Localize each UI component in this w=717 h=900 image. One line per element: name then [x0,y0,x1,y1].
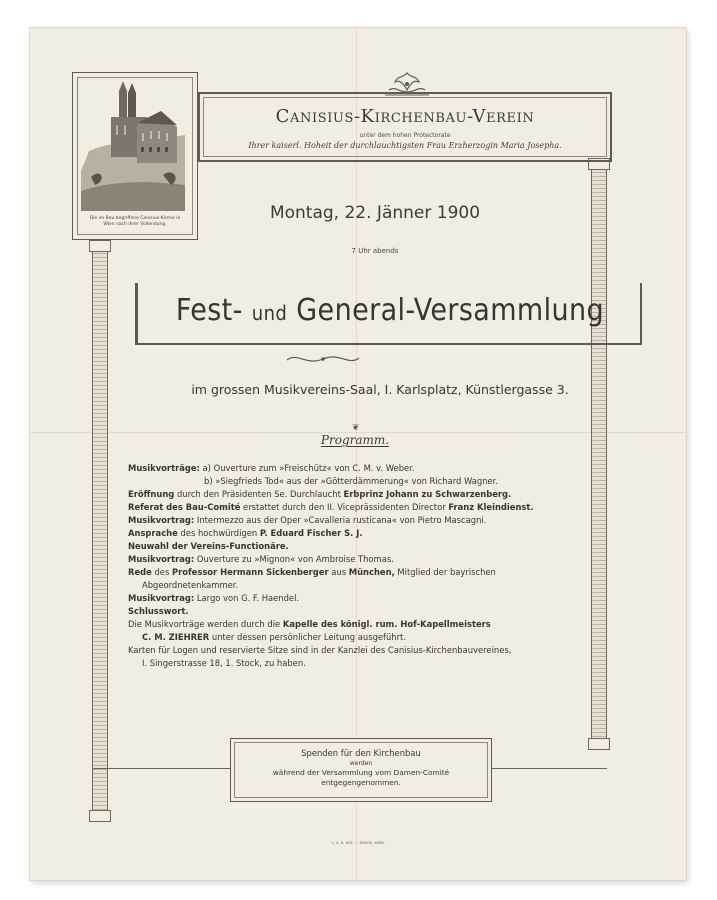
program-item: Musikvortrag: Intermezzo aus der Oper »Cavalleria rusticana« von Pietro Mascagni. [128,515,487,525]
program-item: Eröffnung durch den Präsidenten Se. Durchlaucht Erbprinz Johann zu Schwarzenberg. [128,489,512,499]
program-ornament-icon: ❦ [352,423,360,433]
left-border-cap-top [89,240,111,252]
flourish-ornament-icon [283,350,363,368]
program-item: Abgeordnetenkammer. [142,580,239,590]
program-item: I. Singerstrasse 18, 1. Stock, zu haben. [142,658,306,668]
event-time: 7 Uhr abends [351,247,399,255]
program-item: Musikvortrag: Largo von G. F. Haendel. [128,593,300,603]
program-item: Rede des Professor Hermann Sickenberger aus München, Mitglied der bayrischen [128,567,496,577]
program-item: Ansprache des hochwürdigen P. Eduard Fischer S. J. [128,528,363,538]
printer-imprint: L. K. K. HOF- ... DRUCK, WIEN. [332,841,385,845]
program-item: Karten für Logen und reservierte Sitze sind in der Kanzlei des Canisius-Kirchenbauvereines, [128,645,512,655]
program-item: Die Musikvorträge werden durch die Kapelle des königl. rum. Hof-Kapellmeisters [128,619,491,629]
donation-text: Spenden für den Kirchenbau werden während der Versammlung vom Damen-Comité entgegengenommen. [272,748,450,787]
venue-line: im grossen Musikvereins-Saal, I. Karlsplatz, Künstlergasse 3. [191,382,569,397]
program-item: C. M. ZIEHRER unter dessen persönlicher Leitung ausgeführt. [142,632,406,642]
protectorate-line: unter dem hohen Protectorate [359,132,451,139]
right-border-cap-bottom [588,738,610,750]
left-border-cap-bottom [89,810,111,822]
program-item: Referat des Bau-Comité erstattet durch den II. Viceprässidenten Director Franz Kleindienst. [128,502,534,512]
left-ornamental-border [92,245,108,813]
program-item: Musikvortrag: Ouverture zu »Mignon« von Ambroise Thomas. [128,554,394,564]
event-heading: Fest- und General-Versammlung [175,293,605,328]
program-item: Musikvorträge: a) Ouverture zum »Freischütz« von C. M. v. Weber. [128,463,415,473]
title-frame [198,92,612,162]
program-item: b) »Siegfrieds Tod« aus der »Götterdämmerung« von Richard Wagner. [204,476,498,486]
patroness-line: Ihrer kaiserl. Hoheit der durchlauchtigsten Frau Erzherzogin Maria Josepha. [248,141,562,150]
society-title: Canisius-Kirchenbau-Verein [275,106,535,127]
program-item: Schlusswort. [128,606,189,616]
donation-box [230,738,492,802]
event-date: Montag, 22. Jänner 1900 [269,203,481,223]
picture-caption: Die im Bau begriffene Canisius-Kirche in Wien nach ihrer Vollendung. [89,216,181,227]
program-title: Programm. [320,433,390,447]
church-illustration [81,81,187,213]
church-picture-frame [72,72,198,240]
program-item: Neuwahl der Vereins-Functionäre. [128,541,289,551]
program-list [128,462,594,670]
